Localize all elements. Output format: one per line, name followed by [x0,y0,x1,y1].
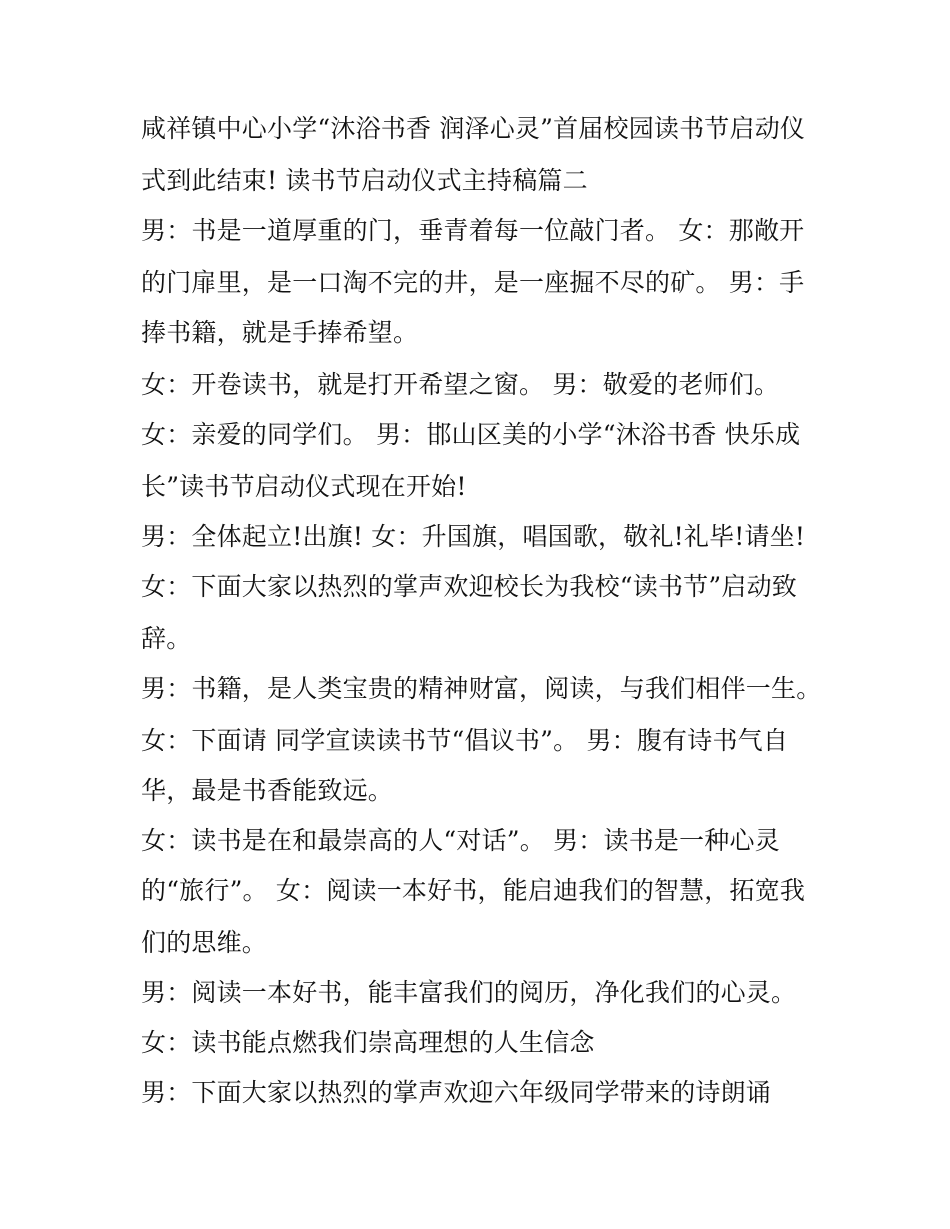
text-line: 的门扉里，是一口淘不完的井，是一座掘不尽的矿。 男：手 [141,268,805,297]
text-line: 式到此结束! 读书节启动仪式主持稿篇二 [141,166,588,195]
text-line: 们的思维。 [141,928,268,957]
text-line: 男：书籍，是人类宝贵的精神财富，阅读，与我们相伴一生。 [141,674,822,703]
text-line: 长”读书节启动仪式现在开始! [141,472,467,501]
text-line: 男：书是一道厚重的门，垂青着每一位敲门者。 女：那敞开 [141,216,805,245]
text-line: 男：下面大家以热烈的掌声欢迎六年级同学带来的诗朗诵 [141,1078,772,1107]
text-line: 女：开卷读书，就是打开希望之窗。 男：敬爱的老师们。 [141,370,780,399]
text-line: 男：阅读一本好书，能丰富我们的阅历，净化我们的心灵。 [141,978,797,1007]
text-line: 男：全体起立!出旗! 女：升国旗，唱国歌，敬礼!礼毕!请坐! [141,522,806,551]
text-line: 捧书籍，就是手捧希望。 [141,318,419,347]
text-line: 咸祥镇中心小学“沐浴书香 润泽心灵”首届校园读书节启动仪 [141,114,806,143]
text-line: 华，最是书香能致远。 [141,776,394,805]
text-line: 女：读书是在和最崇高的人“对话”。 男：读书是一种心灵 [141,826,780,855]
text-line: 女：下面大家以热烈的掌声欢迎校长为我校“读书节”启动致 [141,572,797,601]
text-line: 辞。 [141,624,192,653]
text-line: 女：下面请 同学宣读读书节“倡议书”。 男：腹有诗书气自 [141,726,789,755]
text-line: 女：亲爱的同学们。 男：邯山区美的小学“沐浴书香 快乐成 [141,420,801,449]
text-line: 的“旅行”。 女：阅读一本好书，能启迪我们的智慧，拓宽我 [141,876,806,905]
text-line: 女：读书能点燃我们崇高理想的人生信念 [141,1028,595,1057]
